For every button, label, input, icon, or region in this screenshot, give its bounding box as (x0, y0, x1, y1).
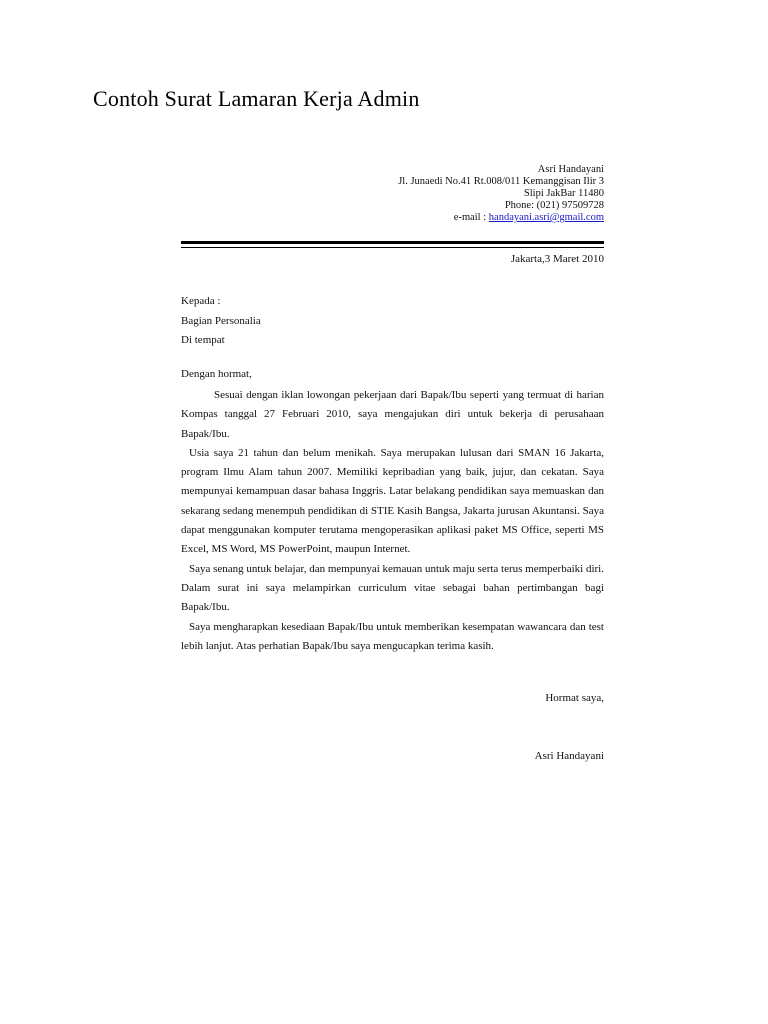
sender-address-line-2: Slipi JakBar 11480 (523, 188, 604, 199)
sender-name: Asri Handayani (537, 164, 604, 175)
sender-email-link[interactable]: handayani.asri@gmail.com (488, 212, 604, 223)
page-title: Contoh Surat Lamaran Kerja Admin (93, 86, 420, 111)
header-divider-thick (181, 241, 604, 244)
recipient-block (181, 292, 261, 351)
signer-name: Asri Handayani (534, 750, 604, 762)
header-divider-thin (181, 247, 604, 248)
body-paragraph-1: Sesuai dengan iklan lowongan pekerjaan dari Bapak/Ibu seperti yang termuat di harian Kompas tanggal 27 Februari 2010, saya mengajukan diri untuk bekerja di perusahaan Bapak/Ibu. (181, 389, 604, 440)
recipient-line-3: Di tempat (181, 334, 225, 346)
sender-phone: Phone: (021) 97509728 (504, 200, 604, 211)
greeting: Dengan hormat, (181, 368, 252, 380)
letter-body (181, 386, 604, 656)
sender-address-line-1: Jl. Junaedi No.41 Rt.008/011 Kemanggisan Ilir 3 (398, 176, 604, 187)
recipient-line-1: Kepada : (181, 295, 221, 307)
recipient-line-2: Bagian Personalia (181, 314, 261, 327)
sender-address-block (398, 164, 604, 224)
body-paragraph-3: Saya senang untuk belajar, dan mempunyai kemauan untuk maju serta terus memperbaiki diri. Dalam surat ini saya melampirkan curriculum vitae sebagai bahan pertimbangan bagi Bapak/Ibu. (181, 562, 604, 614)
body-paragraph-4: Saya mengharapkan kesediaan Bapak/Ibu untuk memberikan kesempatan wawancara dan test lebih lanjut. Atas perhatian Bapak/Ibu saya mengucapkan terima kasih. (181, 620, 604, 652)
body-paragraph-2: Usia saya 21 tahun dan belum menikah. Saya merupakan lulusan dari SMAN 16 Jakarta, program Ilmu Alam tahun 2007. Memiliki kepribadian yang baik, jujur, dan cekatan. Saya mempunyai kemampuan dasar bahasa Inggris. Latar belakang pendidikan saya memuaskan dan sekarang sedang menempuh pendidikan di STIE Kasih Bangsa, Jakarta jurusan Akuntansi. Saya dapat menggunakan komputer terutama mengoperasikan aplikasi paket MS Office, seperti MS Excel, MS Word, MS PowerPoint, maupun Internet. (181, 446, 604, 556)
sender-email-line (398, 212, 604, 224)
sender-email-label: e-mail : (453, 212, 487, 223)
letter-date: Jakarta,3 Maret 2010 (510, 253, 604, 265)
closing-salutation: Hormat saya, (545, 692, 604, 704)
